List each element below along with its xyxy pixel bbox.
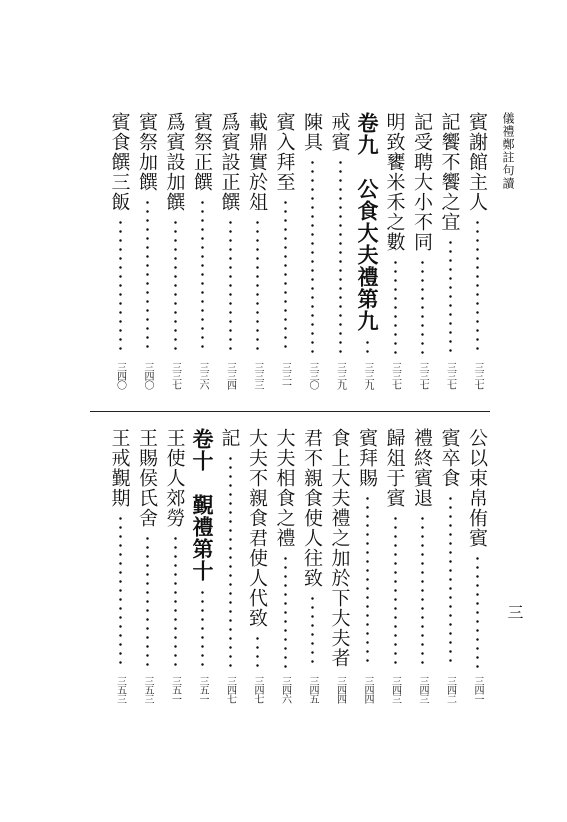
entry-title: 賓食饌三飯	[108, 112, 131, 212]
page-ref: 三五三	[142, 676, 153, 703]
leader-dots	[256, 634, 259, 668]
page-ref: 三三七	[472, 362, 483, 389]
entry-title: 王戒覲期	[108, 428, 131, 508]
entry-title: 載鼎實於俎	[246, 112, 268, 212]
leader-dots	[146, 198, 149, 354]
running-head: 儀禮鄭註句讀	[501, 112, 515, 190]
entry-title: 禮終賓退	[411, 428, 433, 508]
leader-dots	[339, 158, 342, 354]
page-ref: 三五一	[169, 676, 181, 703]
page-ref: 三四〇	[114, 362, 126, 389]
page-ref: 三五三	[114, 676, 126, 703]
leader-dots	[256, 218, 259, 354]
entry-title: 賓拜賜	[356, 428, 378, 488]
entry-title: 王使人郊勞	[163, 428, 186, 528]
page-ref: 三三七	[444, 362, 456, 389]
page-ref: 三四六	[279, 676, 291, 703]
entry-title: 陳具	[301, 112, 323, 152]
page-ref: 三四五	[307, 676, 318, 703]
entry-title: 明致饔米禾之數	[383, 112, 406, 252]
leader-dots	[146, 534, 149, 668]
entry-title: 君不親食使人往致	[301, 428, 323, 588]
entry-title: 記饗不饗之宜	[438, 112, 461, 232]
leader-dots	[449, 494, 452, 668]
leader-dots	[201, 198, 204, 354]
page-ref: 三四七	[252, 676, 263, 703]
page-number: 三	[505, 604, 524, 620]
entry-title: 王賜侯氏舍	[136, 428, 158, 528]
entry-title: 記受聘大小不同	[411, 112, 433, 252]
entry-title: 公以束帛侑賓	[466, 428, 488, 548]
leader-dots	[174, 534, 177, 668]
leader-dots	[201, 588, 204, 668]
page-ref: 三三一	[279, 362, 291, 389]
leader-dots	[394, 514, 397, 668]
leader-dots	[119, 218, 122, 354]
entry-title: 大夫相食之禮	[273, 428, 296, 548]
page-ref: 三三三	[252, 362, 263, 389]
entry-title: 爲賓設正饌	[218, 112, 241, 212]
page-ref: 三三七	[169, 362, 181, 389]
page-ref: 三三九	[362, 362, 373, 389]
page-ref: 三三六	[197, 362, 208, 389]
page-ref: 三三七	[389, 362, 401, 389]
leader-dots	[119, 514, 122, 668]
entry-title: 食上大夫禮之加於下大夫者	[328, 428, 351, 668]
chapter-title: 卷九 公食大夫禮第九	[355, 112, 380, 332]
entry-title: 記	[218, 428, 241, 448]
page-ref: 三四一	[472, 676, 483, 703]
page-ref: 三三〇	[307, 362, 318, 389]
leader-dots	[366, 338, 369, 354]
page-ref: 三三七	[417, 362, 428, 389]
entry-title: 賓謝館主人	[466, 112, 488, 212]
page-ref: 三四四	[362, 676, 373, 703]
leader-dots	[311, 594, 314, 668]
leader-dots	[229, 454, 232, 668]
entry-title: 賓祭正饌	[191, 112, 213, 192]
leader-dots	[284, 198, 287, 354]
page-ref: 三四〇	[142, 362, 153, 389]
leader-dots	[229, 218, 232, 354]
leader-dots	[476, 554, 479, 668]
leader-dots	[449, 238, 452, 354]
entry-title: 歸俎于賓	[383, 428, 406, 508]
entry-title: 大夫不親食君使人代致	[246, 428, 268, 628]
page-ref: 三四二	[444, 676, 456, 703]
entry-title: 戒賓	[328, 112, 351, 152]
page-ref: 三五一	[197, 676, 208, 703]
entry-title: 賓卒食	[438, 428, 461, 488]
page-ref: 三四三	[417, 676, 428, 703]
chapter-title: 卷十 覲禮第十	[190, 428, 215, 582]
leader-dots	[366, 494, 369, 668]
leader-dots	[174, 218, 177, 354]
leader-dots	[421, 258, 424, 354]
page-ref: 三四四	[334, 676, 346, 703]
leader-dots	[476, 218, 479, 354]
leader-dots	[311, 158, 314, 354]
entry-title: 賓入拜至	[273, 112, 296, 192]
page-ref: 三四七	[224, 676, 236, 703]
section-divider	[90, 411, 490, 412]
page-ref: 三四三	[389, 676, 401, 703]
leader-dots	[421, 514, 424, 668]
entry-title: 爲賓設加饌	[163, 112, 186, 212]
leader-dots	[284, 554, 287, 668]
page-ref: 三三九	[334, 362, 346, 389]
page-ref: 三三四	[224, 362, 236, 389]
leader-dots	[394, 258, 397, 354]
entry-title: 賓祭加饌	[136, 112, 158, 192]
